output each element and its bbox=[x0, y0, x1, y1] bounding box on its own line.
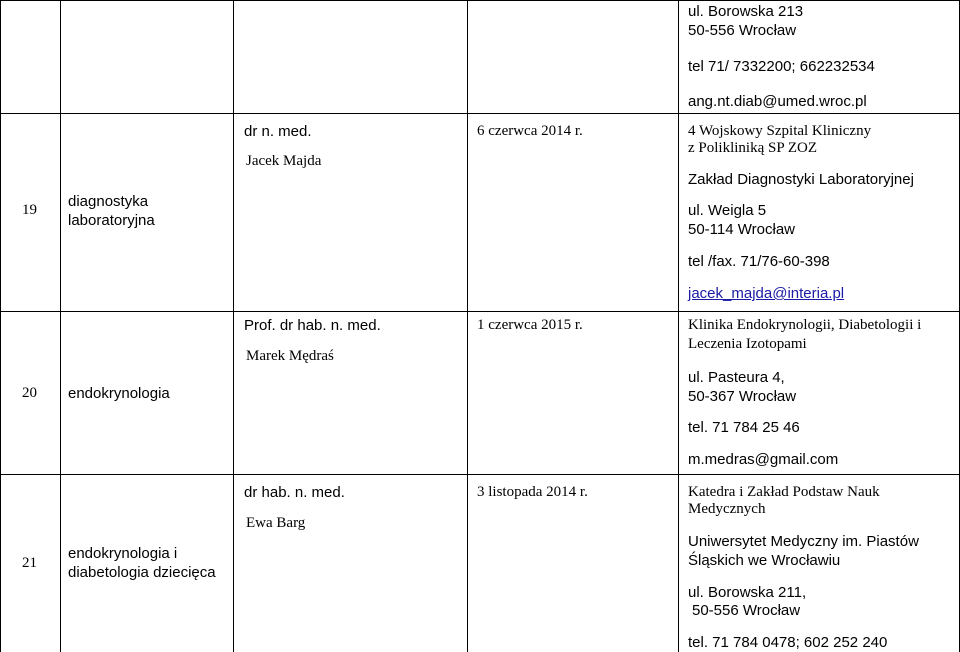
institution-line-2: Leczenia Izotopami bbox=[688, 336, 807, 352]
appointment-date: 3 listopada 2014 r. bbox=[477, 484, 588, 500]
institution-line-2: Medycznych bbox=[688, 501, 766, 517]
address-street: ul. Borowska 211, bbox=[688, 584, 807, 601]
address-street: ul. Weigla 5 bbox=[688, 202, 767, 219]
institution-line-1: 4 Wojskowy Szpital Kliniczny bbox=[688, 123, 872, 139]
institution-line-1: Katedra i Zakład Podstaw Nauk bbox=[688, 484, 880, 500]
address-phone: tel 71/ 7332200; 662232534 bbox=[688, 58, 875, 75]
consultant-title: dr hab. n. med. bbox=[244, 484, 345, 501]
specialty-line-1: endokrynologia bbox=[68, 385, 170, 402]
specialty-line-2: diabetologia dziecięca bbox=[68, 564, 216, 581]
address-phone: tel. 71 784 0478; 602 252 240 bbox=[688, 634, 888, 651]
address-phone: tel /fax. 71/76-60-398 bbox=[688, 253, 830, 270]
address-street: ul. Pasteura 4, bbox=[688, 369, 785, 386]
institution-line-2: z Polikliniką SP ZOZ bbox=[688, 140, 818, 156]
appointment-date: 6 czerwca 2014 r. bbox=[477, 123, 583, 139]
row-number: 20 bbox=[22, 385, 37, 401]
consultant-title: Prof. dr hab. n. med. bbox=[244, 317, 381, 334]
institution-line-1: Klinika Endokrynologii, Diabetologii i bbox=[688, 317, 922, 333]
institution-unit-line-1: Uniwersytet Medyczny im. Piastów bbox=[688, 533, 919, 550]
specialty-line-2: laboratoryjna bbox=[68, 212, 155, 229]
row-number: 19 bbox=[22, 202, 37, 218]
consultant-name: Jacek Majda bbox=[246, 153, 322, 169]
consultant-name: Marek Mędraś bbox=[246, 348, 334, 364]
address-email: ang.nt.diab@umed.wroc.pl bbox=[688, 93, 867, 110]
consultant-name: Ewa Barg bbox=[246, 515, 306, 531]
address-city: 50-114 Wrocław bbox=[688, 221, 795, 238]
appointment-date: 1 czerwca 2015 r. bbox=[477, 317, 583, 333]
specialty-line-1: endokrynologia i bbox=[68, 545, 178, 562]
row-number: 21 bbox=[22, 555, 37, 571]
address-city: 50-556 Wrocław bbox=[692, 602, 801, 619]
email-link[interactable]: jacek_majda@interia.pl bbox=[688, 285, 845, 302]
consultant-title: dr n. med. bbox=[244, 123, 312, 140]
address-phone: tel. 71 784 25 46 bbox=[688, 419, 800, 436]
institution-unit-line-2: Śląskich we Wrocławiu bbox=[688, 552, 841, 569]
address-city: 50-367 Wrocław bbox=[688, 388, 797, 405]
address-street: ul. Borowska 213 bbox=[688, 3, 804, 20]
email: m.medras@gmail.com bbox=[688, 451, 839, 468]
specialty-line-1: diagnostyka bbox=[68, 193, 149, 210]
address-city: 50-556 Wrocław bbox=[688, 22, 797, 39]
institution-unit: Zakład Diagnostyki Laboratoryjnej bbox=[688, 171, 914, 188]
